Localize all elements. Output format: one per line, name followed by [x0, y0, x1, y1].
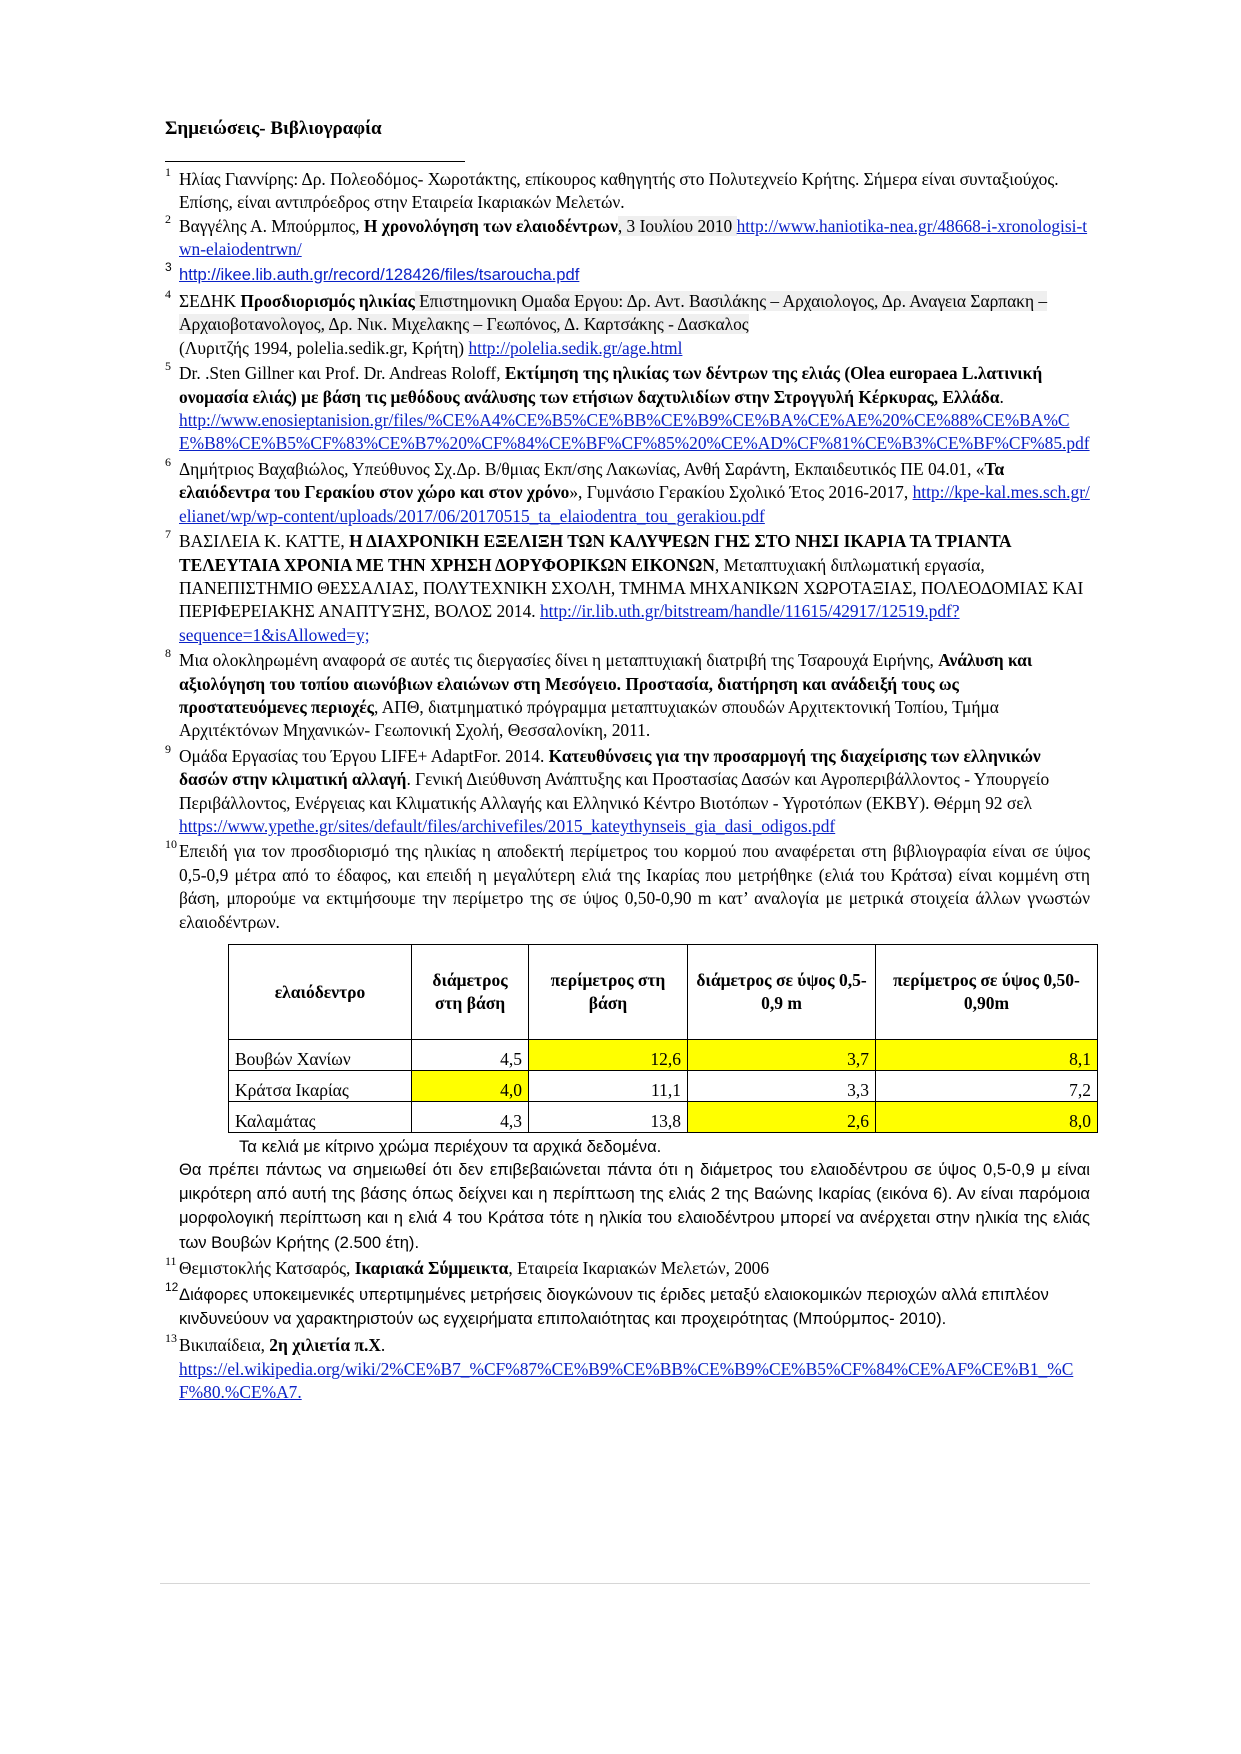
footnote-author: Θεμιστοκλής Κατσαρός, [179, 1257, 355, 1278]
footnote-text: Δημήτριος Βαχαβιώλος, Υπεύθυνος Σχ.Δρ. Β/θμιας Εκπ/σης Λακωνίας, Ανθή Σαράντη, Εκπαιδευτικός ΠΕ 04.01, « [179, 458, 985, 479]
footnote-4 [165, 287, 1090, 360]
footnote-text: Ομάδα Εργασίας του Έργου LIFE+ AdaptFor. 2014. [179, 745, 549, 766]
table-cell-highlighted: 8,0 [876, 1102, 1098, 1133]
footnote-9 [165, 741, 1090, 839]
footnote-number: 4 [165, 287, 171, 302]
footnote-link[interactable]: https://el.wikipedia.org/wiki/2%CE%B7_%CF%87%CE%B9%CE%BB%CE%B9%CE%B5%CF%84%CE%AF%CE%B1_%CF%80.%CE%A7. [179, 1358, 1074, 1403]
footnote-7 [165, 527, 1090, 647]
table-cell: Κράτσα Ικαρίας [229, 1071, 412, 1102]
footnote-link[interactable]: http://ir.lib.uth.gr/bitstream/handle/11615/42917/12519.pdf?sequence=1&isAllowed=y; [179, 601, 960, 645]
footnote-link[interactable]: http://www.haniotika-nea.gr/48668-i-xronologisi-twn-elaiodentrwn/ [179, 215, 1088, 260]
footnote-title: Ανάλυση και αξιολόγηση του τοπίου αιωνόβιων ελαιώνων στη Μεσόγειο. Προστασία, διατήρηση και ανάδειξή τους ως προστατευόμενες περιοχές [179, 650, 1033, 717]
footnote-number: 10 [165, 837, 177, 852]
table-cell: Βουβών Χανίων [229, 1040, 412, 1071]
footnote-number: 6 [165, 454, 171, 469]
footnote-10-continuation: Θα πρέπει πάντως να σημειωθεί ότι δεν επιβεβαιώνεται πάντα ότι η διάμετρος του ελαιοδέντρου σε ύψος 0,5-0,9 μ είναι μικρότερη από αυτή της βάσης όπως δείχνει και η περίπτωση της ελιάς 2 της Βαώνης Ικαρίας (εικόνα 6). Αν είναι παρόμοια μορφολογική περίπτωση και η ελιά 4 του Κράτσα τότε η ηλικία του ελαιοδέντρου μπορεί να ανέρχεται στην ηλικία της ελιάς των Βουβών Κρήτης (2.500 έτη). [179, 1160, 1090, 1252]
footnote-author: Βαγγέλης Α. Μπούρμπος, [179, 215, 364, 236]
footnote-number: 2 [165, 211, 171, 226]
footnote-title: 2η χιλιετία π.Χ [269, 1335, 381, 1356]
footnote-text: , Μεταπτυχιακή διπλωματική εργασία, ΠΑΝΕΠΙΣΤΗΜΙΟ ΘΕΣΣΑΛΙΑΣ, ΠΟΛΥΤΕΧΝΙΚΗ ΣΧΟΛΗ, ΤΜΗΜΑ ΜΗΧΑΝΙΚΩΝ ΧΩΡΟΤΑΞΙΑΣ, ΠΟΛΕΟΔΟΜΙΑΣ ΚΑΙ ΠΕΡΙΦΕΡΕΙΑΚΗΣ ΑΝΑΠΤΥΞΗΣ, ΒΟΛΟΣ 2014. [179, 554, 1084, 622]
column-header: διάμετρος στη βάση [412, 945, 529, 1040]
footnote-title: Η χρονολόγηση των ελαιοδέντρων [363, 215, 618, 236]
footnote-number: 3 [165, 259, 172, 274]
footnote-text: Επειδή για τον προσδιορισμό της ηλικίας η αποδεκτή περίμετρος του κορμού που αναφέρεται στη βιβλιογραφία είναι σε ύψος 0,5-0,9 μέτρα από το έδαφος, και επειδή η μεγαλύτερη ελιά της Ικαρίας που μετρήθηκε (ελιά του Κράτσα) είναι κομμένη στη βάση, μπορούμε να εκτιμήσουμε την περίμετρο της σε ύψος 0,50-0,90 m κατ’ αναλογία με μετρικά στοιχεία άλλων γνωστών ελαιοδέντρων. [179, 841, 1090, 932]
footnote-author: ΒΑΣΙΛΕΙΑ Κ. ΚΑΤΤΕ, [179, 531, 350, 552]
table-row [229, 1102, 1098, 1133]
olive-tree-table [228, 944, 1098, 1133]
table-cell: Καλαμάτας [229, 1102, 412, 1133]
footnote-link[interactable]: http://polelia.sedik.gr/age.html [468, 337, 683, 358]
footnote-number: 11 [165, 1253, 177, 1268]
notes-page [165, 118, 1090, 1404]
footnote-6 [165, 454, 1090, 528]
footnote-title: Προσδιορισμός ηλικίας [240, 291, 415, 312]
footnote-source: (Λυριτζής 1994, polelia.sedik.gr, Κρήτη) [179, 337, 469, 358]
footnote-title: Εκτίμηση της ηλικίας των δέντρων της ελιάς (Olea europaea L.λατινική ονομασία ελιάς) με βάση τις μεθόδους ανάλυσης των ετήσιων δαχτυλιδίων στην Στρογγυλή Κέρκυρας, Ελλάδα [179, 363, 1043, 407]
footnote-text: , ΑΠΘ, διατμηματικό πρόγραμμα μεταπτυχιακών σπουδών Αρχιτεκτονική Τοπίου, Τμήμα Αρχιτέκτόνων Μηχανικών- Γεωπονική Σχολή, Θεσσαλονίκη, 2011. [179, 696, 999, 741]
footnote-number: 12 [165, 1280, 179, 1295]
footnote-1 [165, 165, 1090, 215]
table-cell-highlighted: 3,7 [688, 1040, 876, 1071]
table-cell-highlighted: 2,6 [688, 1102, 876, 1133]
footnote-11 [165, 1253, 1090, 1280]
footnote-team: Επιστημονικη Ομαδα Εργου: Δρ. Αντ. Βασιλάκης – Αρχαιολογος, Δρ. Αναγεια Σαρπακη – Αρχαιοβοτανολογος, Δρ. Νικ. Μιχελακης – Γεωπόνος, Δ. Καρτσάκης - Δασκαλος [179, 291, 1048, 335]
footnote-separator [165, 161, 465, 162]
table-row [229, 1071, 1098, 1102]
footnote-number: 8 [165, 646, 171, 661]
footnote-number: 9 [165, 741, 171, 756]
footnote-number: 7 [165, 527, 171, 542]
table-cell-highlighted: 4,0 [412, 1071, 529, 1102]
footnote-8 [165, 646, 1090, 743]
column-header: διάμετρος σε ύψος 0,5-0,9 m [688, 945, 876, 1040]
footnote-text: Διάφορες υποκειμενικές υπερτιμημένες μετρήσεις διογκώνουν τις έριδες μεταξύ ελαιοκομικών περιοχών αλλά επιπλέον κινδυνεύουν να χαρακτηριστούν ως εγχειρήματα επιπολαιότητας και προχειρότητας (Μπούρμπος- 2010). [179, 1285, 1049, 1329]
page-bottom-rule [160, 1583, 1090, 1584]
footnote-title: Η ΔΙΑΧΡΟΝΙΚΗ ΕΞΕΛΙΞΗ ΤΩΝ ΚΑΛΥΨΕΩΝ ΓΗΣ ΣΤΟ ΝΗΣΙ ΙΚΑΡΙΑ ΤΑ ΤΡΙΑΝΤΑ ΤΕΛΕΥΤΑΙΑ ΧΡΟΝΙΑ ΜΕ ΤΗΝ ΧΡΗΣΗ ΔΟΡΥΦΟΡΙΚΩΝ ΕΙΚΟΝΩΝ [179, 531, 1011, 575]
footnote-text: Βικιπαίδεια, [179, 1335, 270, 1356]
table-row [229, 1040, 1098, 1071]
footnote-title: Ικαριακά Σύμμεικτα [354, 1257, 509, 1278]
footnote-title: Τα ελαιόδεντρα του Γερακίου στον χώρο και στον χρόνο [179, 458, 1005, 503]
footnote-text: Ηλίας Γιαννίρης: Δρ. Πολεοδόμος- Χωροτάκτης, επίκουρος καθηγητής στο Πολυτεχνείο Κρήτης. Σήμερα είναι συνταξιούχος. Επίσης, είναι αντιπρόεδρος στην Εταιρεία Ικαριακών Μελετών. [179, 169, 1059, 213]
footnote-link[interactable]: http://ikee.lib.auth.gr/record/128426/files/tsaroucha.pdf [179, 264, 580, 284]
footnote-3 [165, 259, 1090, 286]
column-header: περίμετρος στη βάση [529, 945, 688, 1040]
table-cell: 11,1 [529, 1071, 688, 1102]
footnote-5 [165, 359, 1090, 456]
table-cell: 7,2 [876, 1071, 1098, 1102]
page-heading: Σημειώσεις- Βιβλιογραφία [165, 118, 382, 139]
footnote-10 [165, 837, 1090, 934]
footnote-text: . Γενική Διεύθυνση Ανάπτυξης και Προστασίας Δασών και Αγροπεριβάλλοντος - Υπουργείο Περιβάλλοντος, Ενέργειας και Κλιματικής Αλλαγής και Ελληνικό Κέντρο Βιοτόπων - Υγροτόπων (ΕΚΒΥ). Θέρμη 92 σελ [179, 769, 1050, 813]
table-note: Τα κελιά με κίτρινο χρώμα περιέχουν τα αρχικά δεδομένα. [239, 1137, 662, 1156]
footnote-number: 1 [165, 165, 171, 179]
footnote-link[interactable]: https://www.ypethe.gr/sites/default/files/archivefiles/2015_kateythynseis_gia_dasi_odigos.pdf [179, 815, 836, 836]
table-cell: 4,5 [412, 1040, 529, 1071]
table-cell: 13,8 [529, 1102, 688, 1133]
footnote-text: , Εταιρεία Ικαριακών Μελετών, 2006 [508, 1257, 770, 1278]
table-cell: 3,3 [688, 1071, 876, 1102]
footnote-title: Κατευθύνσεις για την προσαρμογή της διαχείρισης των ελληνικών δασών στην κλιματική αλλαγή [179, 745, 1041, 790]
column-header: ελαιόδεντρο [229, 945, 412, 1040]
footnote-link[interactable]: http://kpe-kal.mes.sch.gr/elianet/wp/wp-content/uploads/2017/06/20170515_ta_elaiodentra_tou_gerakiou.pdf [179, 482, 1090, 526]
table-cell-highlighted: 12,6 [529, 1040, 688, 1071]
footnote-link[interactable]: http://www.enosieptanision.gr/files/%CE%A4%CE%B5%CE%BB%CE%B9%CE%BA%CE%AE%20%CE%88%CE%BA%CE%B8%CE%B5%CF%83%CE%B7%20%CF%84%CE%BF%CF%85%20%CE%AD%CF%81%CE%B3%CE%BF%CF%85.pdf [179, 410, 1090, 454]
column-header: περίμετρος σε ύψος 0,50-0,90m [876, 945, 1098, 1040]
footnote-authors: Dr. .Sten Gillner και Prof. Dr. Andreas Roloff, [179, 363, 505, 384]
table-cell: 4,3 [412, 1102, 529, 1133]
table-header-row [229, 945, 1098, 1040]
footnote-12 [165, 1280, 1090, 1331]
footnote-punct: . [380, 1335, 386, 1356]
footnote-number: 13 [165, 1331, 177, 1346]
table-cell-highlighted: 8,1 [876, 1040, 1098, 1071]
footnote-date: , 3 Ιουλίου 2010 [617, 215, 737, 236]
footnote-number: 5 [165, 359, 171, 374]
footnote-text: », Γυμνάσιο Γερακίου Σχολικό Έτος 2016-2017, [569, 482, 913, 503]
footnote-text: Μια ολοκληρωμένη αναφορά σε αυτές τις διεργασίες δίνει η μεταπτυχιακή διατριβή της Τσαρουχά Ειρήνης, [179, 650, 939, 671]
footnote-org: ΣΕΔΗΚ [179, 291, 241, 312]
footnote-punct: . [999, 386, 1004, 407]
footnote-2 [165, 211, 1090, 262]
footnote-13 [165, 1331, 1090, 1404]
